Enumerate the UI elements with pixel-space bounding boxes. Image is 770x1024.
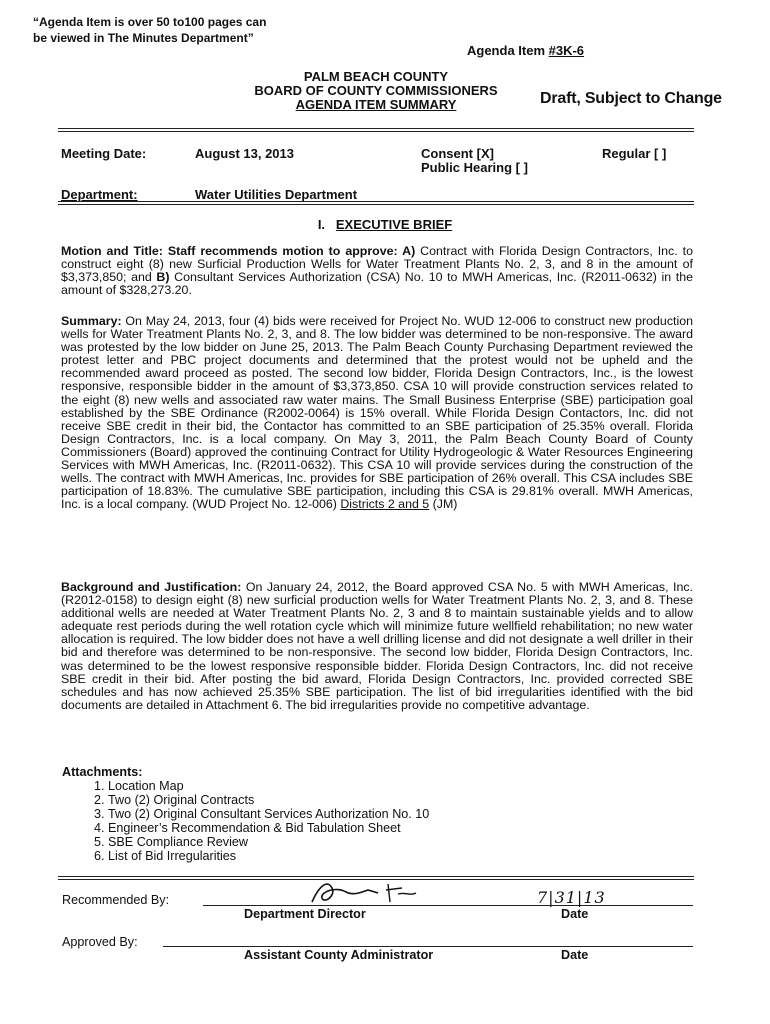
attachment-item: 6. List of Bid Irregularities <box>108 849 429 863</box>
summary-text: On May 24, 2013, four (4) bids were received for Project No. WUD 12-006 to construct new production wells for Water Treatment Plants No. 2, 3, and 8. The low bidder was determined to be non-responsive. The award was protested by the low bidder on June 25, 2013. The Palm Beach County Purchasing Department reviewed the protest letter and PBC project documents and determined that the protest would not be upheld and the recommended award proceed as posted. The second low bidder, Florida Design Contractors, Inc., is the lowest responsive, responsible bidder in the amount of $3,373,850. CSA 10 will provide construction services related to the eight (8) new wells and associated raw water mains. The Small Business Enterprise (SBE) participation goal established by the SBE Ordinance (R2002-0064) is 15% overall. While Florida Design Contactors, Inc. did not receive SBE credit in their bid, the Contactor has committed to an SBE participation of 25.35% overall. Florida Design Contractors, Inc. is a local company. On May 3, 2011, the Palm Beach County Board of County Commissioners (Board) approved the continuing Contract for Utility Hydrogeologic & Water Resources Engineering Services with MWH Americas, Inc. (R2011-0632). This CSA 10 will provide services during the construction of the wells. The contract with MWH Americas, Inc. provides for SBE participation of 26% overall. This CSA includes SBE participation of 18.83%. The cumulative SBE participation, including this CSA is 29.81% overall. MWH Americas, Inc. is a local company. (WUD Project No. 12-006) <box>61 314 693 512</box>
board-name: BOARD OF COUNTY COMMISSIONERS <box>254 83 498 98</box>
department-rule-double <box>58 204 694 205</box>
date-caption: Date <box>561 907 589 921</box>
county-name: PALM BEACH COUNTY <box>303 69 449 84</box>
summary-tail: (JM) <box>429 497 458 512</box>
summary-label: Summary: <box>61 314 122 328</box>
motion-paragraph <box>61 245 693 297</box>
department-rule <box>58 201 694 202</box>
summary-paragraph <box>61 315 693 511</box>
minutes-note-line-2: be viewed in The Minutes Department” <box>33 31 254 45</box>
attachments-label: Attachments: <box>62 765 143 779</box>
background-label: Background and Justification: <box>61 580 242 594</box>
regular-checkbox: Regular [ ] <box>602 146 667 161</box>
meeting-date-value: August 13, 2013 <box>195 146 294 161</box>
executive-brief-heading <box>0 217 770 232</box>
attachment-item: 1. Location Map <box>108 779 429 793</box>
meeting-date-label: Meeting Date: <box>61 146 147 161</box>
recommended-signature-line <box>203 905 693 906</box>
motion-label: Motion and Title: <box>61 244 163 258</box>
header-rule <box>58 128 694 129</box>
header-rule-double <box>58 131 694 132</box>
background-paragraph <box>61 581 693 712</box>
approved-by-label: Approved By: <box>62 935 138 949</box>
attachments-list <box>62 779 429 863</box>
department-director-caption: Department Director <box>244 907 366 921</box>
motion-text-a: Contract with Florida Design Contractors, Inc. to construct eight (8) new Surficial Production Wells for Water Treatment Plants No. 2, 3, and 8 in the amount of $3,373,850; and <box>61 244 693 285</box>
minutes-note <box>33 14 333 46</box>
section-number: I. <box>317 217 326 232</box>
attachment-item: 2. Two (2) Original Contracts <box>108 793 429 807</box>
minutes-note-line-1: “Agenda Item is over 50 to100 pages can <box>33 15 267 29</box>
attachment-item: 3. Two (2) Original Consultant Services Authorization No. 10 <box>108 807 429 821</box>
agenda-item-prefix: Agenda Item <box>467 43 549 58</box>
attachment-item: 4. Engineer’s Recommendation & Bid Tabulation Sheet <box>108 821 429 835</box>
assistant-administrator-caption: Assistant County Administrator <box>244 948 434 962</box>
attachment-item: 5. SBE Compliance Review <box>108 835 429 849</box>
department-value: Water Utilities Department <box>195 187 358 202</box>
draft-stamp: Draft, Subject to Change <box>540 90 722 107</box>
districts-link: Districts 2 and 5 <box>340 497 430 512</box>
motion-b-label: B) <box>156 270 170 285</box>
background-text: On January 24, 2012, the Board approved CSA No. 5 with MWH Americas, Inc. (R2012-0158) to design eight (8) new surficial production wells for Water Treatment Plants No. 2, 3, and 8. These additional wells are needed at Water Treatment Plants No. 2, 3 and 8 to maintain sustainable yields and to allow adequate rest periods during the well rotation cycle which will minimize future wellfield rehabilitation; no new water allocation is required. The low bidder does not have a well drilling license and did not designate a well driller in their bid and therefore was determined to be non-responsive. The second low bidder, Florida Design Contractors, Inc. was determined to be the lowest responsive responsible bidder. Florida Design Contractors, Inc. did not receive SBE credit in their bid. After posting the bid award, Florida Design Contractors, Inc. provided corrected SBE schedules and has now achieved 25.35% SBE participation. The list of bid irregularities identified with the bid documents are detailed in Attachment 6. The bid irregularities provide no competitive advantage. <box>61 580 693 712</box>
date-caption-2: Date <box>561 948 589 962</box>
summary-title: AGENDA ITEM SUMMARY <box>295 97 457 112</box>
recommended-by-label: Recommended By: <box>62 893 170 907</box>
public-hearing-checkbox: Public Hearing [ ] <box>421 160 528 175</box>
attachments-section <box>62 765 429 863</box>
motion-lead: Staff recommends motion to approve: A) <box>162 244 416 258</box>
handwritten-date: 7|31|13 <box>537 888 606 907</box>
section-title: EXECUTIVE BRIEF <box>335 217 453 232</box>
director-signature-icon <box>306 878 426 908</box>
approved-signature-line <box>163 946 693 947</box>
consent-checkbox: Consent [X] <box>421 146 494 161</box>
agenda-item-number <box>467 43 584 58</box>
agenda-item-code: #3K-6 <box>548 43 585 58</box>
document-header <box>220 70 532 112</box>
motion-text-b: Consultant Services Authorization (CSA) No. 10 to MWH Americas, Inc. (R2011-0632) in the amount of $328,273.20. <box>61 270 693 298</box>
department-label: Department: <box>61 187 138 202</box>
signature-rule <box>58 876 694 877</box>
